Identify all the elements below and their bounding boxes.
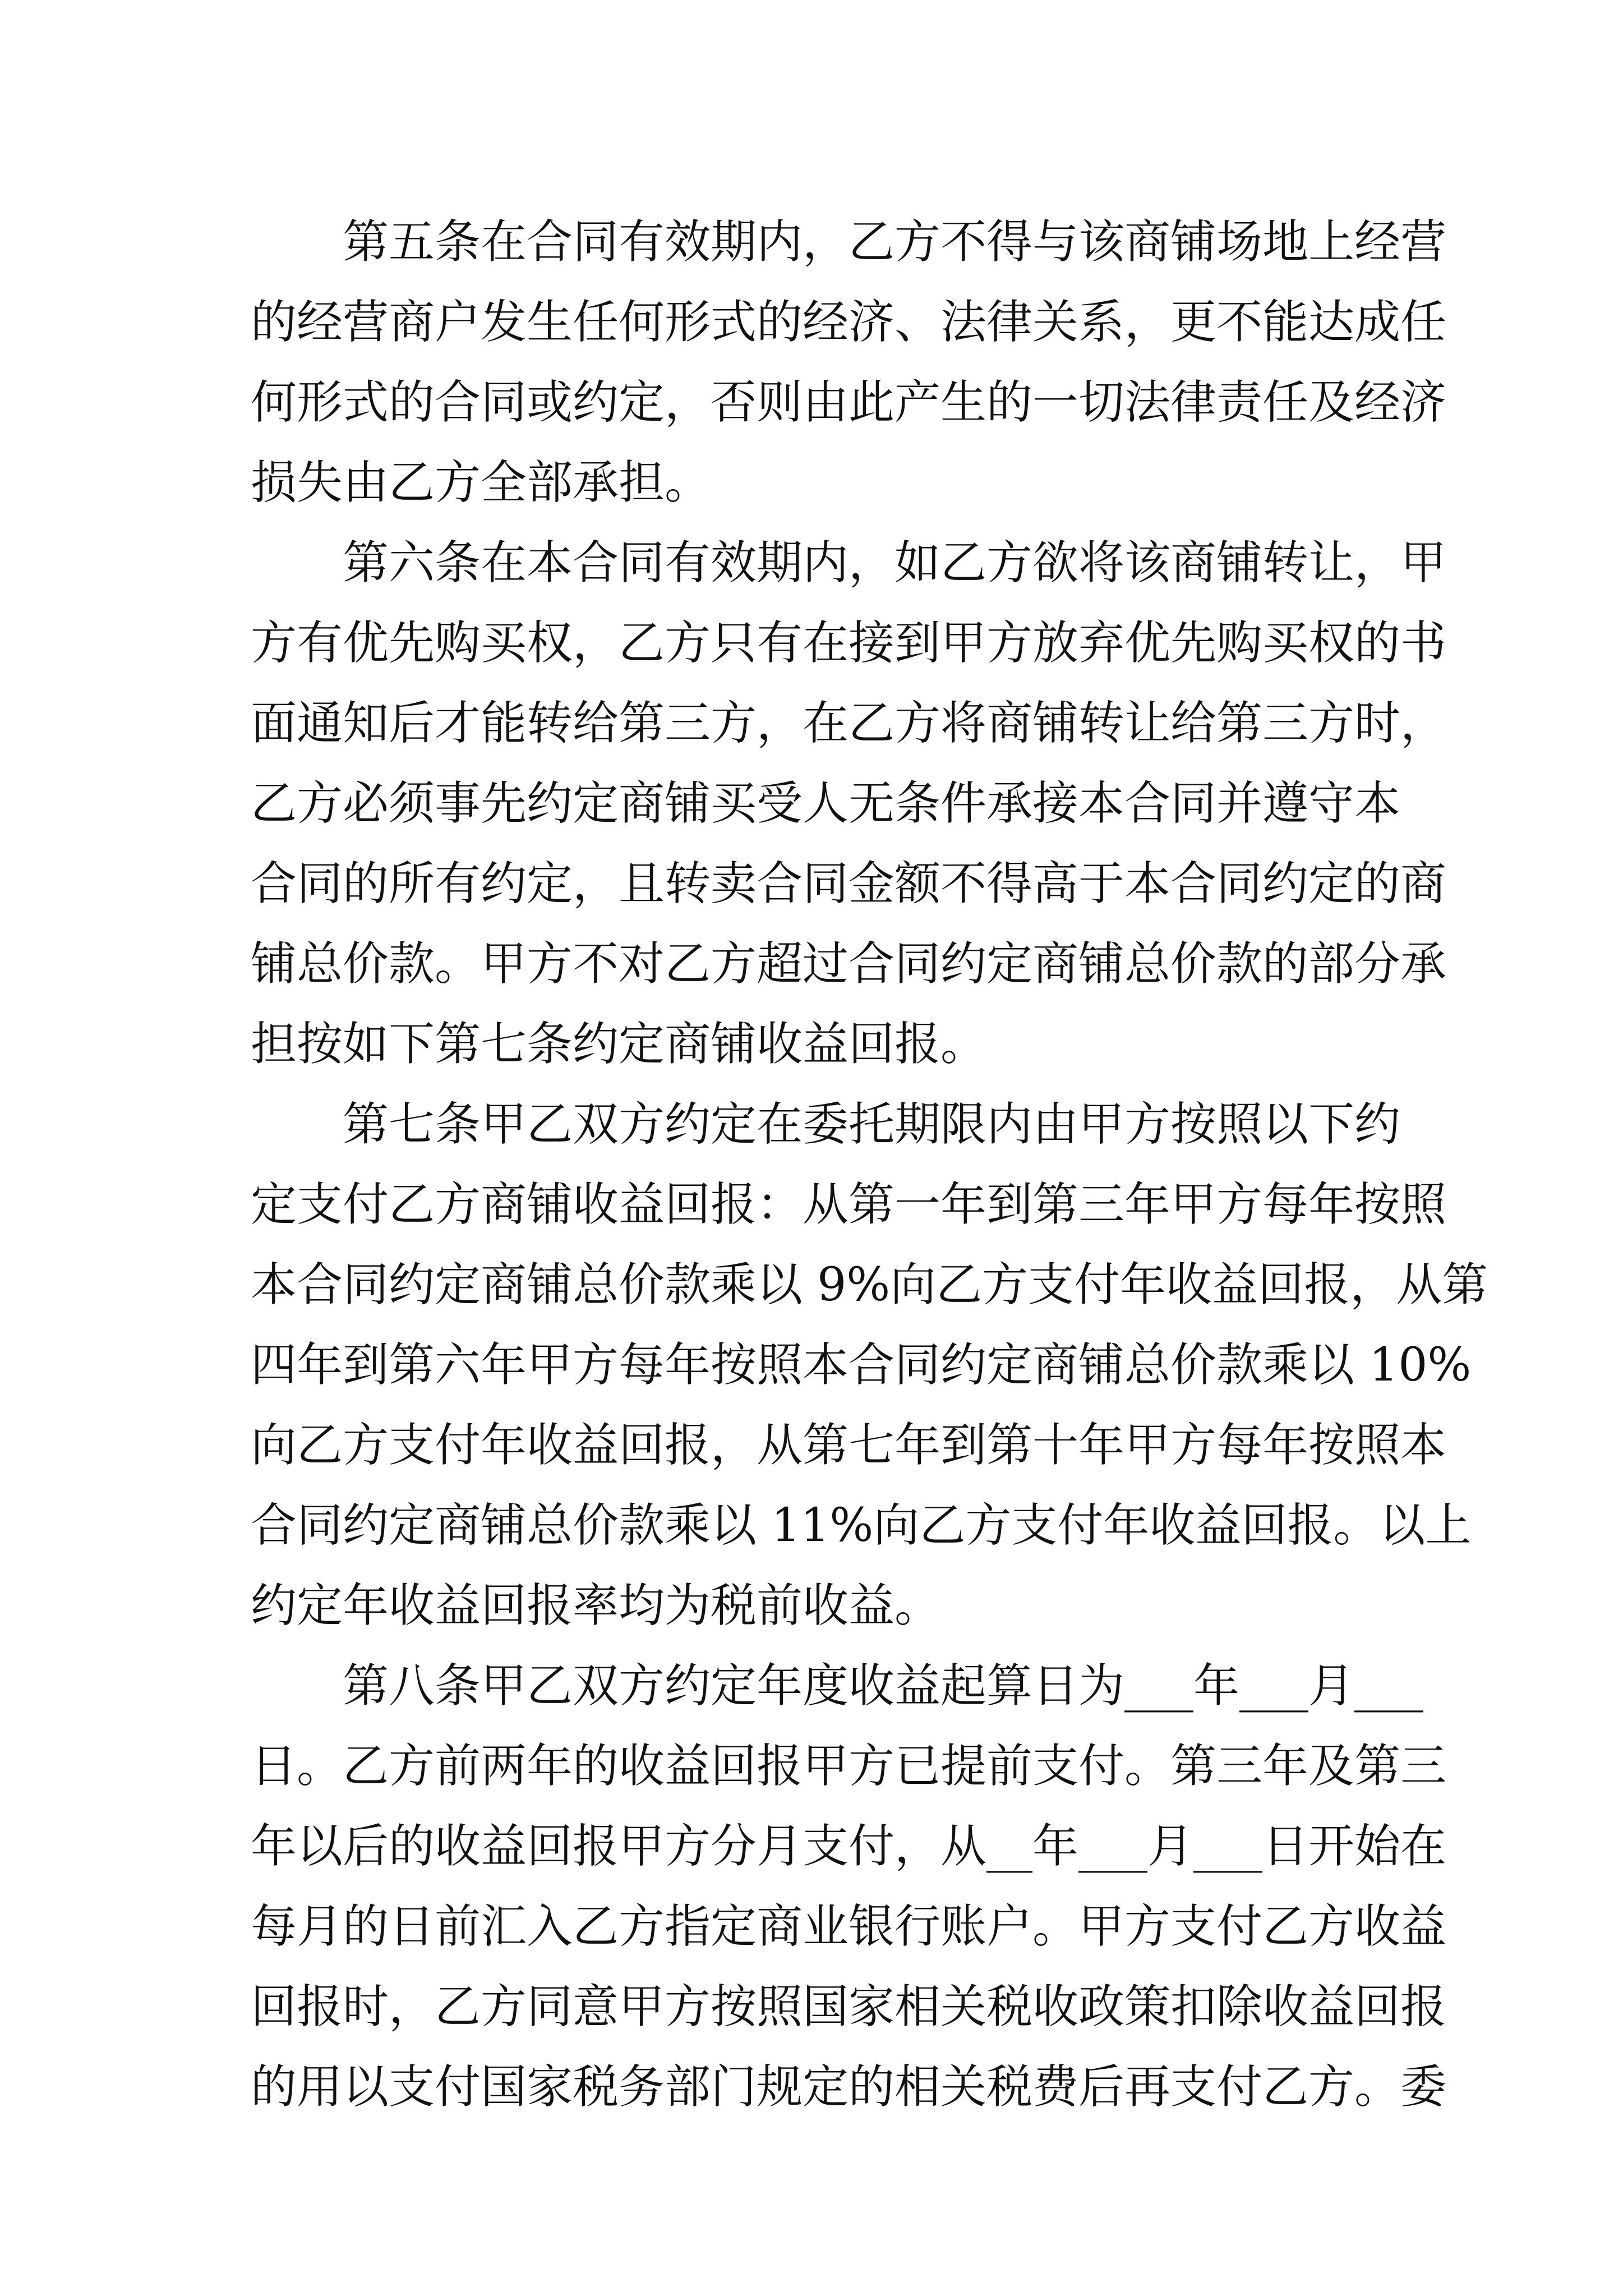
text-line: 第八条甲乙双方约定年度收益起算日为___年___月___ xyxy=(251,1659,1424,1713)
text-line: 担按如下第七条约定商铺收益回报。 xyxy=(251,1018,987,1071)
text-line: 损失由乙方全部承担。 xyxy=(251,456,711,509)
text-line: 每月的日前汇入乙方指定商业银行账户。甲方支付乙方收益 xyxy=(251,1900,1447,1953)
text-line: 四年到第六年甲方每年按照本合同约定商铺总价款乘以 10% xyxy=(251,1338,1472,1392)
text-line: 年以后的收益回报甲方分月支付，从__年___月___日开始在 xyxy=(251,1820,1447,1873)
text-line: 乙方必须事先约定商铺买受人无条件承接本合同并遵守本 xyxy=(251,777,1401,830)
text-line: 第六条在本合同有效期内，如乙方欲将该商铺转让，甲 xyxy=(251,536,1447,590)
text-line: 本合同约定商铺总价款乘以 9%向乙方支付年收益回报，从第 xyxy=(251,1258,1488,1312)
text-line: 约定年收益回报率均为税前收益。 xyxy=(251,1579,941,1632)
text-line: 回报时，乙方同意甲方按照国家相关税收政策扣除收益回报 xyxy=(251,1980,1447,2033)
text-line: 向乙方支付年收益回报，从第七年到第十年甲方每年按照本 xyxy=(251,1419,1447,1472)
text-line: 第七条甲乙双方约定在委托期限内由甲方按照以下约 xyxy=(251,1098,1401,1151)
contract-body-text xyxy=(251,202,1488,2127)
text-line: 铺总价款。甲方不对乙方超过合同约定商铺总价款的部分承 xyxy=(251,937,1447,991)
text-line: 日。乙方前两年的收益回报甲方已提前支付。第三年及第三 xyxy=(251,1740,1447,1793)
text-line: 合同的所有约定，且转卖合同金额不得高于本合同约定的商 xyxy=(251,857,1447,910)
text-line: 面通知后才能转给第三方，在乙方将商铺转让给第三方时， xyxy=(251,697,1447,750)
text-line: 合同约定商铺总价款乘以 11%向乙方支付年收益回报。以上 xyxy=(251,1499,1472,1552)
text-line: 的用以支付国家税务部门规定的相关税费后再支付乙方。委 xyxy=(251,2060,1447,2114)
text-line: 的经营商户发生任何形式的经济、法律关系，更不能达成任 xyxy=(251,296,1447,349)
text-line: 第五条在合同有效期内，乙方不得与该商铺场地上经营 xyxy=(251,215,1447,269)
text-line: 方有优先购买权，乙方只有在接到甲方放弃优先购买权的书 xyxy=(251,616,1447,670)
text-line: 何形式的合同或约定，否则由此产生的一切法律责任及经济 xyxy=(251,376,1447,429)
text-line: 定支付乙方商铺收益回报：从第一年到第三年甲方每年按照 xyxy=(251,1178,1447,1231)
